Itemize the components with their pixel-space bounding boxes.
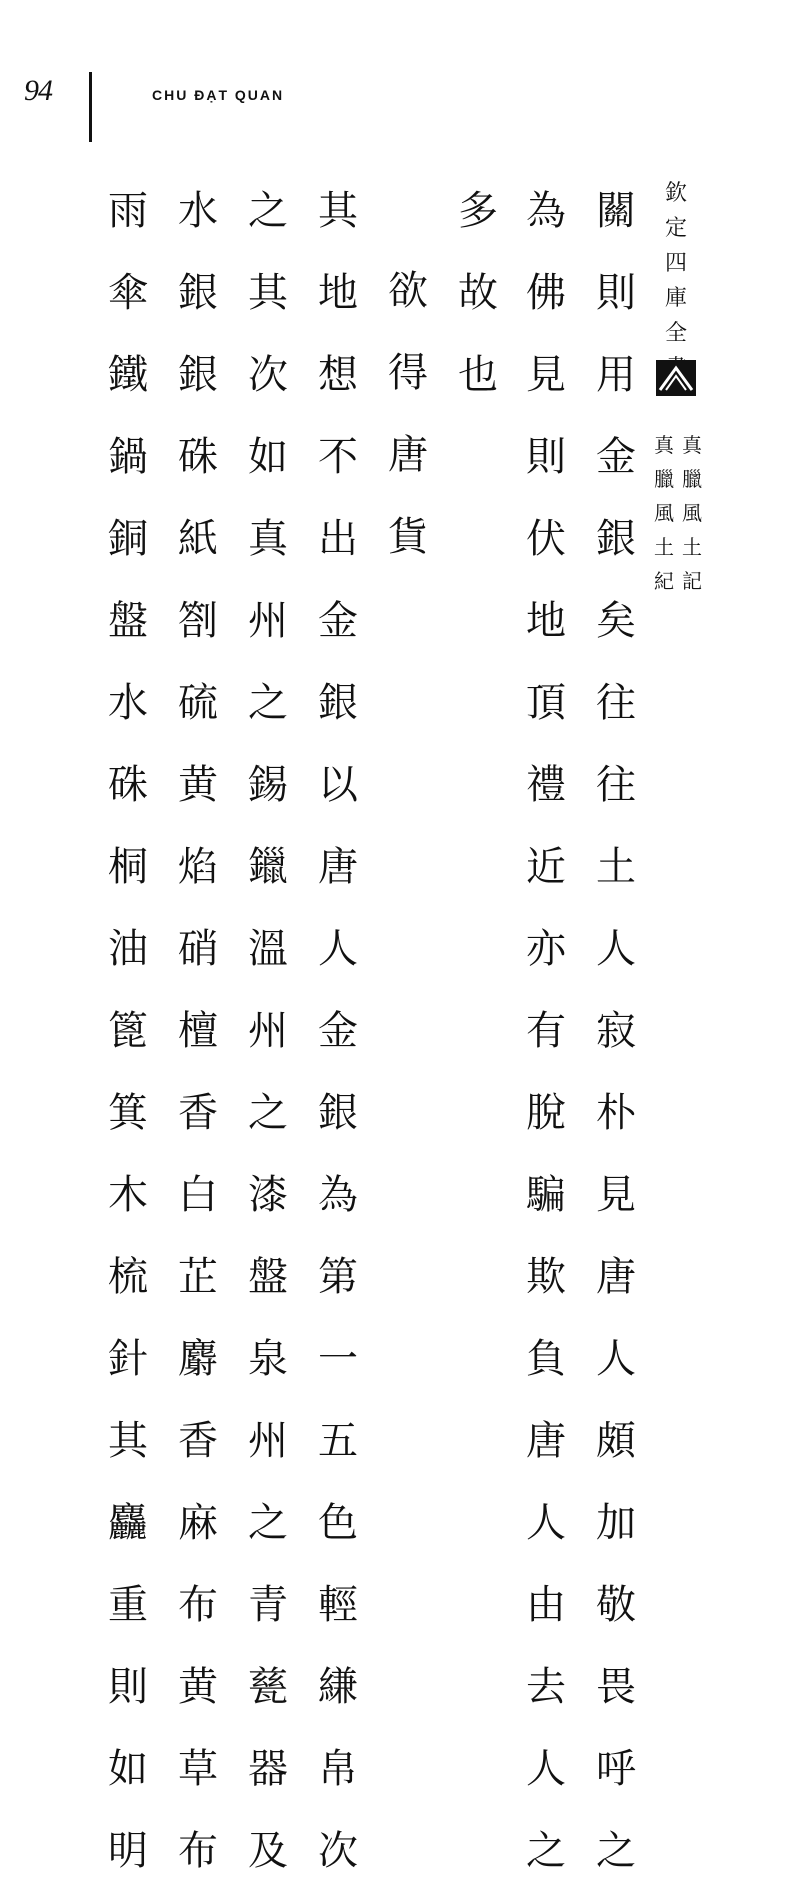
page-number: 94 — [24, 74, 52, 107]
running-title: CHU ĐẠT QUAN — [152, 87, 285, 103]
text-column-7: 水銀銀硃紙劄硫黄焰硝檀香白芷麝香麻布黄草布 — [178, 188, 218, 1874]
subtitle-column-1: 真臘風土記 — [682, 433, 702, 593]
text-column-1: 關則用金銀矣往往土人寂朴見唐人頗加敬畏呼之 — [596, 188, 636, 1874]
text-column-8: 雨傘鐵鍋銅盤水硃桐油篦箕木梳針其麤重則如明 — [108, 188, 148, 1874]
volume-mark-icon — [656, 360, 696, 396]
text-column-2: 為佛見則伏地頂禮近亦有脫騙欺負唐人由去人之 — [526, 188, 566, 1874]
text-column-5: 其地想不出金銀以唐人金銀為第一五色輕縑帛次 — [318, 188, 358, 1874]
header-divider — [89, 72, 92, 142]
subtitle-column-2: 真臘風土紀 — [654, 433, 674, 593]
text-column-4: 欲得唐貨 — [388, 268, 428, 560]
collection-title: 欽定四庫全 — [664, 181, 687, 346]
text-column-6: 之其次如真州之錫鑞溫州之漆盤泉州之青甆器及 — [248, 188, 288, 1874]
text-column-3: 多故也 — [458, 188, 498, 398]
